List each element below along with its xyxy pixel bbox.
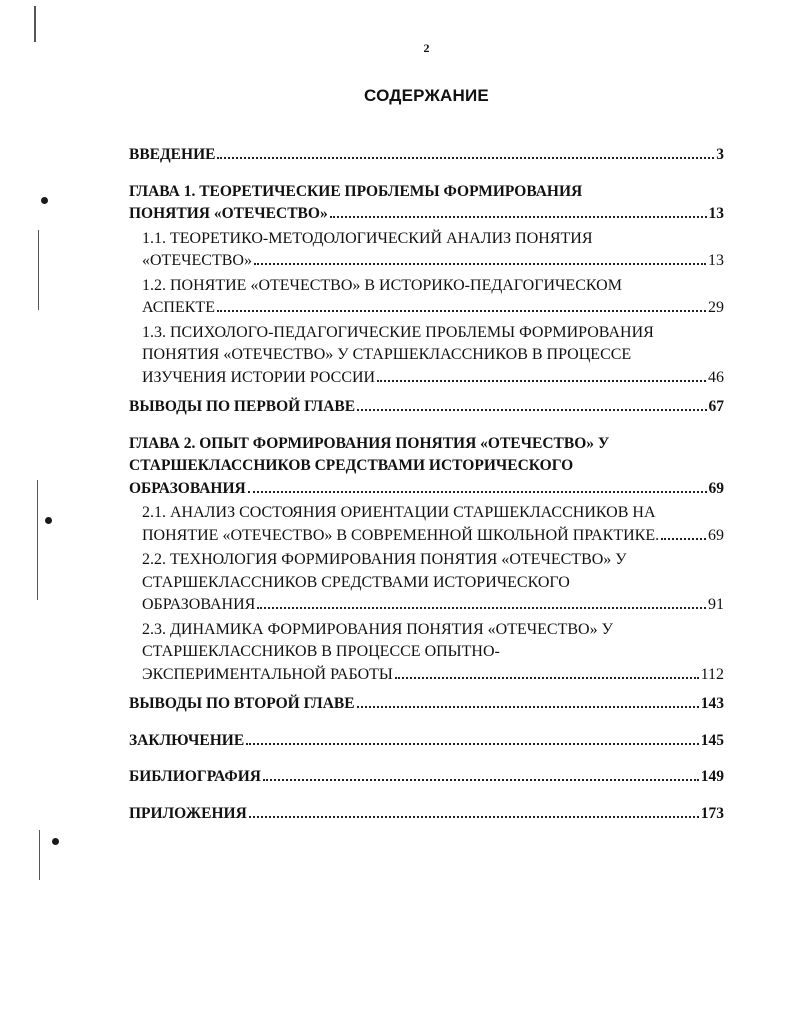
toc-entry-last-line <box>129 203 724 226</box>
toc-entry-text-line: ЗАКЛЮЧЕНИЕ <box>129 731 245 749</box>
scan-punch-dot-3 <box>52 838 59 845</box>
scan-punch-dot-1 <box>41 197 48 204</box>
dot-leader <box>377 380 706 382</box>
toc-chapter-entry[interactable] <box>129 693 724 716</box>
toc-page-number: 46 <box>708 368 724 386</box>
toc-section-entry[interactable] <box>129 619 724 687</box>
toc-page-number: 173 <box>700 804 724 822</box>
dot-leader <box>249 816 699 818</box>
toc-section-entry[interactable] <box>129 275 724 320</box>
toc-entry-text-line: 2.1. АНАЛИЗ СОСТОЯНИЯ ОРИЕНТАЦИИ СТАРШЕКЛАССНИКОВ НА <box>142 504 656 521</box>
dot-leader <box>248 491 707 493</box>
scan-edge-line-mid2 <box>37 480 38 600</box>
toc-entry-text-line: АСПЕКТЕ <box>142 299 215 316</box>
dot-leader <box>246 743 699 745</box>
toc-entry-last-line <box>129 730 724 753</box>
toc-spacer <box>129 752 724 766</box>
toc-entry-text-line: ОБРАЗОВАНИЯ <box>129 479 246 497</box>
toc-page-number: 13 <box>708 252 724 269</box>
toc-page-number: 143 <box>700 695 724 712</box>
dot-leader <box>357 706 699 708</box>
toc-entry-text-line: ИЗУЧЕНИЯ ИСТОРИИ РОССИИ <box>142 368 376 386</box>
toc-entry-text-line: 2.2. ТЕХНОЛОГИЯ ФОРМИРОВАНИЯ ПОНЯТИЯ «ОТЕЧЕСТВО» У <box>142 551 627 568</box>
toc-entry-text-line: ВВЕДЕНИЕ <box>129 146 216 163</box>
toc-entry-last-line <box>129 766 724 789</box>
toc-entry-text-line: БИБЛИОГРАФИЯ <box>129 768 261 785</box>
toc-page-number: 149 <box>700 768 724 785</box>
toc-entry-last-line <box>129 803 724 826</box>
toc-entry-last-line <box>142 250 724 273</box>
toc-spacer <box>129 686 724 693</box>
toc-page-number: 67 <box>708 398 724 415</box>
toc-entry-text-line: ОБРАЗОВАНИЯ <box>142 596 256 613</box>
toc-entry-text-line: ЭКСПЕРИМЕНТАЛЬНОЙ РАБОТЫ <box>142 665 393 683</box>
toc-entry-text-line: ГЛАВА 2. ОПЫТ ФОРМИРОВАНИЯ ПОНЯТИЯ «ОТЕЧЕСТВО» У <box>129 434 610 452</box>
dot-leader <box>357 409 706 411</box>
toc-entry-last-line <box>129 144 724 167</box>
toc-page-number: 112 <box>700 665 724 683</box>
dot-leader <box>330 216 707 218</box>
toc-section-entry[interactable] <box>129 322 724 390</box>
toc-page-number: 3 <box>716 146 724 163</box>
toc-entry-text-line: 1.3. ПСИХОЛОГО-ПЕДАГОГИЧЕСКИЕ ПРОБЛЕМЫ ФОРМИРОВАНИЯ <box>142 323 654 341</box>
toc-entry-text-line: ПРИЛОЖЕНИЯ <box>129 804 247 822</box>
toc-entry-last-line <box>142 297 724 320</box>
dot-leader <box>257 607 706 609</box>
toc-entry-text-line: 2.3. ДИНАМИКА ФОРМИРОВАНИЯ ПОНЯТИЯ «ОТЕЧЕСТВО» У <box>142 620 613 638</box>
table-of-contents <box>129 144 724 825</box>
toc-entry-text-line: 1.2. ПОНЯТИЕ «ОТЕЧЕСТВО» В ИСТОРИКО-ПЕДАГОГИЧЕСКОМ <box>142 276 622 294</box>
toc-spacer <box>129 389 724 396</box>
toc-entry-last-line <box>129 693 724 716</box>
toc-page-number: 13 <box>708 205 724 222</box>
dot-leader <box>254 263 706 265</box>
page-title: СОДЕРЖАНИЕ <box>364 86 489 105</box>
dot-leader <box>661 538 706 540</box>
page-number: 2 <box>423 41 430 55</box>
toc-entry-text-line: 1.1. ТЕОРЕТИКО-МЕТОДОЛОГИЧЕСКИЙ АНАЛИЗ ПОНЯТИЯ <box>142 229 593 247</box>
toc-section-entry[interactable] <box>129 228 724 273</box>
toc-entry-last-line <box>129 396 724 419</box>
toc-entry-last-line <box>142 664 724 687</box>
toc-entry-text-line: ГЛАВА 1. ТЕОРЕТИЧЕСКИЕ ПРОБЛЕМЫ ФОРМИРОВАНИЯ <box>129 182 583 200</box>
toc-entry-last-line <box>142 525 724 548</box>
toc-page-number: 145 <box>700 731 724 749</box>
toc-entry-text-line: СТАРШЕКЛАССНИКОВ СРЕДСТВАМИ ИСТОРИЧЕСКОГО <box>142 573 570 591</box>
dot-leader <box>395 677 699 679</box>
toc-section-entry[interactable] <box>129 549 724 617</box>
toc-page-number: 69 <box>708 526 724 544</box>
toc-chapter-entry[interactable] <box>129 730 724 753</box>
toc-spacer <box>129 419 724 433</box>
toc-page-number: 29 <box>708 299 724 316</box>
toc-chapter-entry[interactable] <box>129 433 724 501</box>
toc-entry-text-line: ВЫВОДЫ ПО ВТОРОЙ ГЛАВЕ <box>129 695 355 712</box>
toc-entry-text-line: ПОНЯТИЕ «ОТЕЧЕСТВО» В СОВРЕМЕННОЙ ШКОЛЬНОЙ ПРАКТИКЕ. <box>142 526 660 544</box>
toc-entry-last-line <box>129 478 724 501</box>
toc-chapter-entry[interactable] <box>129 144 724 167</box>
scan-edge-line-top <box>34 6 36 42</box>
toc-entry-last-line <box>142 367 724 390</box>
toc-chapter-entry[interactable] <box>129 803 724 826</box>
toc-spacer <box>129 789 724 803</box>
toc-entry-text-line: СТАРШЕКЛАССНИКОВ СРЕДСТВАМИ ИСТОРИЧЕСКОГО <box>129 457 574 474</box>
scan-edge-line-low <box>39 830 40 880</box>
toc-entry-text-line: ПОНЯТИЯ «ОТЕЧЕСТВО» У СТАРШЕКЛАССНИКОВ В ПРОЦЕССЕ <box>142 346 632 363</box>
toc-section-entry[interactable] <box>129 502 724 547</box>
scan-edge-line-mid <box>38 230 39 310</box>
scan-punch-dot-2 <box>45 517 52 524</box>
dot-leader <box>217 157 714 159</box>
toc-entry-text-line: ВЫВОДЫ ПО ПЕРВОЙ ГЛАВЕ <box>129 398 356 415</box>
toc-entry-text-line: «ОТЕЧЕСТВО» <box>142 252 252 269</box>
dot-leader <box>217 310 706 312</box>
toc-page-number: 69 <box>708 479 724 497</box>
toc-entry-text-line: ПОНЯТИЯ «ОТЕЧЕСТВО» <box>129 205 328 222</box>
toc-chapter-entry[interactable] <box>129 766 724 789</box>
dot-leader <box>263 779 699 781</box>
toc-page-number: 91 <box>708 596 724 613</box>
toc-chapter-entry[interactable] <box>129 181 724 226</box>
toc-chapter-entry[interactable] <box>129 396 724 419</box>
toc-entry-text-line: СТАРШЕКЛАССНИКОВ В ПРОЦЕССЕ ОПЫТНО- <box>142 643 500 660</box>
toc-spacer <box>129 716 724 730</box>
toc-entry-last-line <box>142 594 724 617</box>
toc-spacer <box>129 167 724 181</box>
